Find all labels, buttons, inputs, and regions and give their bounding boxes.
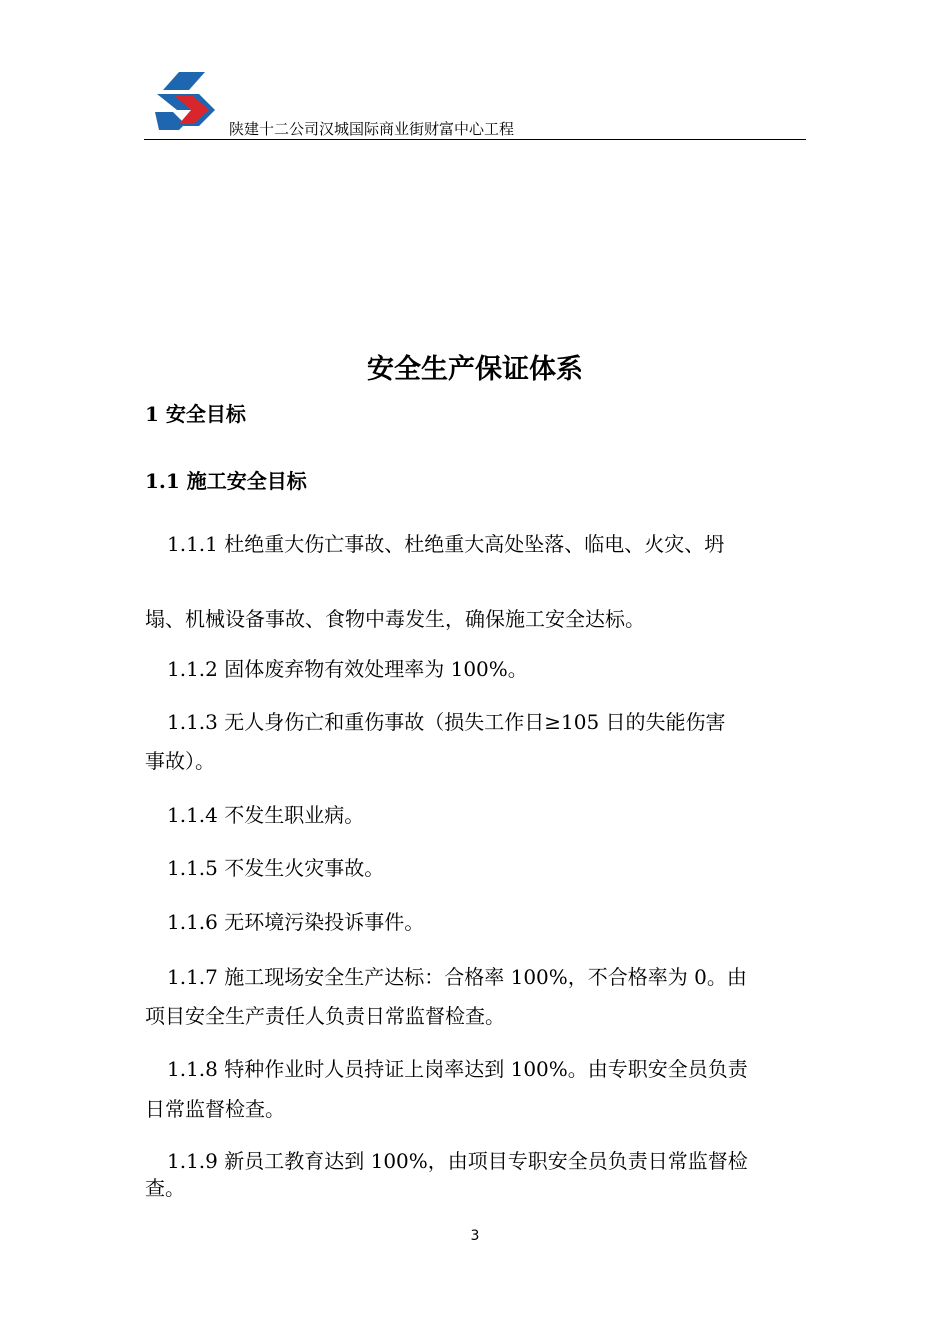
item-1-1-1-line-2: 塌、机械设备事故、食物中毒发生，确保施工安全达标。 xyxy=(145,607,645,631)
item-1-1-7-line-2: 项目安全生产责任人负责日常监督检查。 xyxy=(145,1004,505,1028)
item-1-1-6: 1.1.6 无环境污染投诉事件。 xyxy=(167,910,425,934)
page-number: 3 xyxy=(470,1228,480,1244)
header-divider xyxy=(144,139,806,140)
document-title: 安全生产保证体系 xyxy=(367,354,583,385)
item-1-1-8-line-2: 日常监督检查。 xyxy=(145,1097,285,1121)
item-1-1-8-line-1: 1.1.8 特种作业时人员持证上岗率达到 100%。由专职安全员负责 xyxy=(167,1057,748,1081)
item-1-1-5: 1.1.5 不发生火灾事故。 xyxy=(167,856,385,880)
item-1-1-9-line-1: 1.1.9 新员工教育达到 100%，由项目专职安全员负责日常监督检 xyxy=(167,1149,748,1173)
section-heading-1-1: 1.1 施工安全目标 xyxy=(145,469,307,493)
section-heading-1: 1 安全目标 xyxy=(145,402,246,426)
company-logo-icon xyxy=(155,72,223,130)
header-company-title: 陕建十二公司汉城国际商业街财富中心工程 xyxy=(229,120,515,138)
item-1-1-4: 1.1.4 不发生职业病。 xyxy=(167,803,365,827)
item-1-1-1-line-1: 1.1.1 杜绝重大伤亡事故、杜绝重大高处坠落、临电、火灾、坍 xyxy=(167,532,725,556)
item-1-1-3-line-1: 1.1.3 无人身伤亡和重伤事故（损失工作日≥105 日的失能伤害 xyxy=(167,710,726,734)
item-1-1-7-line-1: 1.1.7 施工现场安全生产达标：合格率 100%，不合格率为 0。由 xyxy=(167,965,747,989)
item-1-1-9-line-2: 查。 xyxy=(145,1176,185,1200)
item-1-1-3-line-2: 事故）。 xyxy=(145,749,215,773)
item-1-1-2: 1.1.2 固体废弃物有效处理率为 100%。 xyxy=(167,657,528,681)
